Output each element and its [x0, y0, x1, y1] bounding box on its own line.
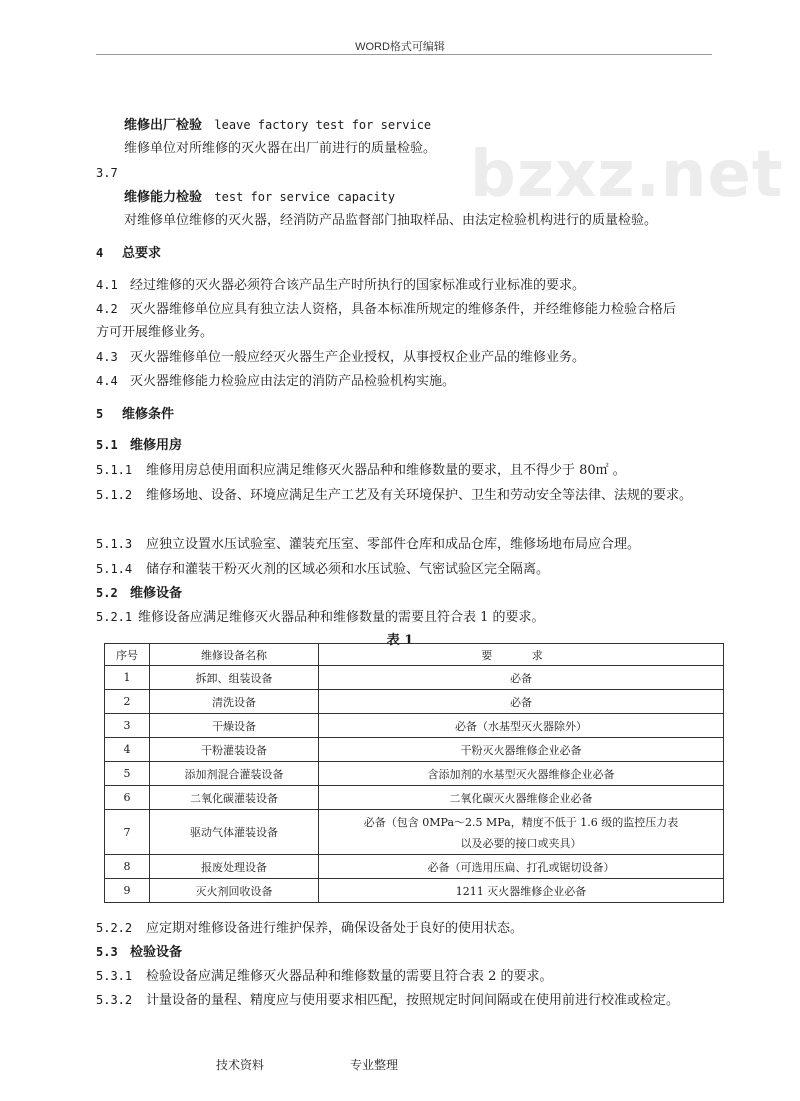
- term-en: leave factory test for service: [214, 118, 432, 132]
- footer-left: 技术资料: [216, 1058, 265, 1072]
- paragraph: [96, 992, 679, 1009]
- col-header-requirement: 要 求: [319, 644, 724, 666]
- clause-text: 灭火器维修单位应具有独立法人资格，具备本标准所规定的维修条件，并经维修能力检验合格后: [130, 302, 677, 317]
- paragraph: [96, 561, 549, 578]
- requirement-line: 必备（包含 0MPa～2.5 MPa，精度不低于 1.6 级的监控压力表: [363, 815, 679, 829]
- clause-text: 应独立设置水压试验室、灌装充压室、零部件仓库和成品仓库，维修场地布局应合理。: [146, 537, 641, 552]
- clause-number: 5.1.3: [96, 537, 133, 551]
- paragraph: [96, 277, 585, 294]
- table-title: 表 1: [386, 633, 414, 648]
- term-en: test for service capacity: [214, 190, 396, 204]
- subsection-heading: [96, 437, 182, 454]
- watermark: bzxz.net: [470, 138, 784, 212]
- cell-equipment: 清洗设备: [150, 690, 319, 714]
- cell-number: 4: [105, 738, 150, 762]
- subsection-heading: [96, 585, 182, 602]
- clause-number: 5.2.1: [96, 610, 133, 624]
- footer-right: 专业整理: [350, 1058, 399, 1072]
- cell-number: 2: [105, 690, 150, 714]
- table-row: [105, 762, 724, 786]
- section-number: 4: [96, 246, 104, 260]
- cell-requirement: 1211 灭火器维修企业必备: [319, 879, 724, 903]
- cell-requirement: [319, 810, 724, 855]
- subsection-title: 维修用房: [130, 438, 183, 453]
- clause-text: 经过维修的灭火器必须符合该产品生产时所执行的国家标准或行业标准的要求。: [130, 278, 586, 293]
- cell-equipment: 驱动气体灌装设备: [150, 810, 319, 855]
- term-cn: 维修能力检验: [124, 190, 203, 205]
- subsection-title: 维修设备: [130, 586, 183, 601]
- clause-number: 3.7: [96, 166, 118, 180]
- paragraph: [96, 301, 676, 318]
- cell-equipment: 干燥设备: [150, 714, 319, 738]
- section-title: 维修条件: [122, 407, 175, 422]
- cell-requirement: 必备（可选用压扁、打孔或锯切设备）: [319, 855, 724, 879]
- table-row: [105, 738, 724, 762]
- cell-number: 1: [105, 666, 150, 690]
- table-row: [105, 855, 724, 879]
- clause-text: 灭火器维修能力检验应由法定的消防产品检验机构实施。: [130, 374, 456, 389]
- term-desc: 维修单位对所维修的灭火器在出厂前进行的质量检验。: [124, 141, 437, 156]
- clause-number: 4.3: [96, 350, 118, 364]
- subsection-number: 5.1: [96, 438, 118, 452]
- section-heading: [96, 406, 174, 423]
- paragraph: [96, 968, 553, 985]
- clause-number: 5.1.1: [96, 463, 133, 477]
- clause-number: 5.3.2: [96, 993, 133, 1007]
- paragraph: [96, 920, 523, 937]
- clause-text: 维修设备应满足维修灭火器品种和维修数量的需要且符合表 1 的要求。: [138, 610, 545, 625]
- subsection-number: 5.3: [96, 945, 118, 959]
- clause-number: 4.2: [96, 302, 118, 316]
- paragraph: [96, 536, 640, 553]
- clause-text: 储存和灌装干粉灭火剂的区域必须和水压试验、气密试验区完全隔离。: [146, 562, 550, 577]
- table-row: [105, 714, 724, 738]
- clause-number: 5.3.1: [96, 969, 133, 983]
- table-header-row: [105, 644, 724, 666]
- clause-text: 检验设备应满足维修灭火器品种和维修数量的需要且符合表 2 的要求。: [146, 969, 553, 984]
- table-row: [105, 666, 724, 690]
- clause-number: 5.2.2: [96, 921, 133, 935]
- table-row: [105, 879, 724, 903]
- paragraph: [96, 462, 626, 479]
- cell-number: 8: [105, 855, 150, 879]
- cell-equipment: 报废处理设备: [150, 855, 319, 879]
- term-desc: 对维修单位维修的灭火器，经消防产品监督部门抽取样品、由法定检验机构进行的质量检验。: [124, 213, 658, 228]
- clause-text: 维修用房总使用面积应满足维修灭火器品种和维修数量的要求，且不得少于 80㎡ 。: [146, 463, 626, 478]
- cell-requirement: 必备: [319, 690, 724, 714]
- paragraph: [96, 609, 545, 626]
- cell-equipment: 干粉灌装设备: [150, 738, 319, 762]
- clause-text: 灭火器维修单位一般应经灭火器生产企业授权，从事授权企业产品的维修业务。: [130, 350, 586, 365]
- clause-number: 4.4: [96, 374, 118, 388]
- header-divider: [96, 54, 712, 55]
- table-row: [105, 786, 724, 810]
- requirement-line: 以及必要的接口或夹具）: [460, 836, 582, 850]
- cell-equipment: 二氧化碳灌装设备: [150, 786, 319, 810]
- clause-number: 4.1: [96, 278, 118, 292]
- cell-equipment: 灭火剂回收设备: [150, 879, 319, 903]
- cell-equipment: 添加剂混合灌装设备: [150, 762, 319, 786]
- subsection-heading: [96, 944, 182, 961]
- table-row: [105, 690, 724, 714]
- col-header-number: 序号: [105, 644, 150, 666]
- term-leave-factory-test: [124, 117, 431, 134]
- cell-number: 9: [105, 879, 150, 903]
- clause-text: 计量设备的量程、精度应与使用要求相匹配，按照规定时间间隔或在使用前进行校准或检定。: [146, 993, 680, 1008]
- col-header-equipment: 维修设备名称: [150, 644, 319, 666]
- cell-number: 5: [105, 762, 150, 786]
- subsection-number: 5.2: [96, 586, 118, 600]
- table-row: [105, 810, 724, 855]
- section-number: 5: [96, 407, 104, 421]
- subsection-title: 检验设备: [130, 945, 183, 960]
- cell-requirement: 二氧化碳灭火器维修企业必备: [319, 786, 724, 810]
- clause-number: 5.1.2: [96, 488, 133, 502]
- clause-text: 维修场地、设备、环境应满足生产工艺及有关环境保护、卫生和劳动安全等法律、法规的要求。: [146, 488, 693, 503]
- paragraph: [96, 373, 455, 390]
- clause-text: 应定期对维修设备进行维护保养，确保设备处于良好的使用状态。: [146, 921, 524, 936]
- section-heading: [96, 245, 161, 262]
- cell-requirement: 必备: [319, 666, 724, 690]
- term-cn: 维修出厂检验: [124, 118, 203, 133]
- cell-requirement: 必备（水基型灭火器除外）: [319, 714, 724, 738]
- cell-requirement: 含添加剂的水基型灭火器维修企业必备: [319, 762, 724, 786]
- maintenance-equipment-table: [104, 643, 724, 903]
- cell-number: 3: [105, 714, 150, 738]
- term-service-capacity: [124, 189, 395, 206]
- paragraph: [96, 349, 585, 366]
- clause-text-continued: 方可开展维修业务。: [96, 325, 214, 340]
- cell-equipment: 拆卸、组装设备: [150, 666, 319, 690]
- clause-number: 5.1.4: [96, 562, 133, 576]
- page-header: WORD格式可编辑: [355, 41, 445, 53]
- cell-requirement: 干粉灭火器维修企业必备: [319, 738, 724, 762]
- cell-number: 6: [105, 786, 150, 810]
- cell-number: 7: [105, 810, 150, 855]
- paragraph: [96, 487, 692, 504]
- section-title: 总要求: [122, 246, 162, 261]
